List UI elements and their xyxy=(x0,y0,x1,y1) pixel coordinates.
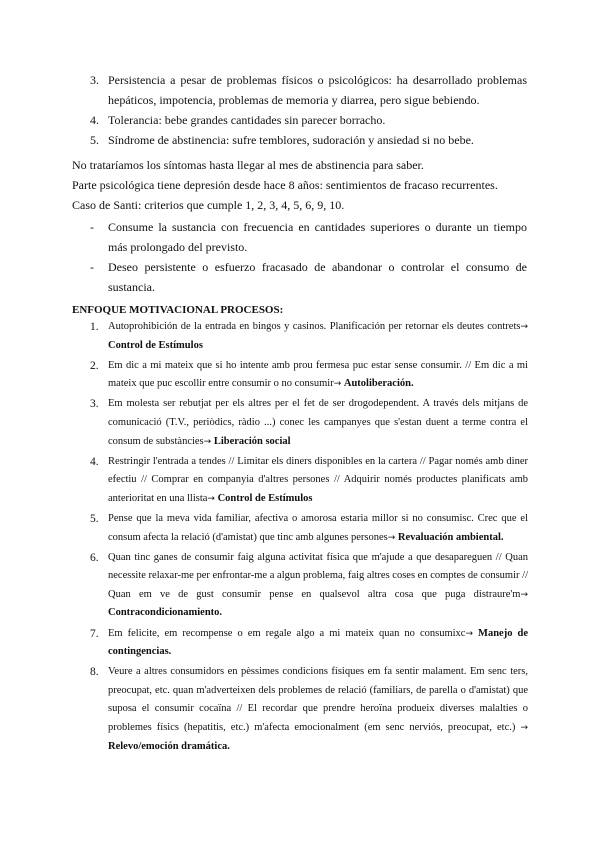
paragraph-abstinence: No trataríamos los síntomas hasta llegar al mes de abstinencia para saber. xyxy=(72,158,424,172)
list-item-number: 6. xyxy=(90,551,99,564)
arrow-icon: → xyxy=(387,532,396,543)
list-item xyxy=(0,318,600,355)
list-item-dash: - xyxy=(90,220,94,234)
list-item-number: 5. xyxy=(90,512,99,525)
list-item-text: Quan tinc ganes de consumir faig alguna activitat física que m'ajude a que desapareguen // Quan necessite relaxar-me per enfrontar-me a algun problema, faig altres coses en comptes de consumir // Quan em ve de gust consumir pense en qualsevol altra cosa que puga distraure'm xyxy=(108,551,528,600)
list-item-number: 8. xyxy=(90,666,99,679)
process-label: Relevo/emoción dramática. xyxy=(108,740,230,752)
process-label: Revaluación ambiental. xyxy=(397,531,504,543)
arrow-icon: → xyxy=(203,436,212,447)
list-item xyxy=(0,510,600,547)
list-item-number: 3. xyxy=(90,73,99,87)
process-label: Liberación social xyxy=(213,435,291,447)
section-heading: ENFOQUE MOTIVACIONAL PROCESOS: xyxy=(72,304,284,316)
process-label: Control de Estímulos xyxy=(108,339,203,351)
list-item xyxy=(0,217,600,257)
list-item-text: Veure a altres consumidors en pèssimes condicions físiques em fa sentir malament. Em senc ters, preocupat, etc. quan m'adverteixen dels problemes de relació (familiars, de parella o d'amistat) que suposa el consumir cocaïna // El recordar que prendre heroïna produeix diverses malalties o problemes físics (hepatitis, etc.) m'afecta emocionalment (em senc nerviós, preocupat, etc.) xyxy=(108,666,528,733)
list-item xyxy=(0,395,600,451)
list-item-text: Restringir l'entrada a tendes // Limitar els diners disponibles en la cartera // Pagar només amb diner efectiu // Comprar en companyia d'altres persones // Adquirir només productes planificats amb anterioritat en una llista xyxy=(108,455,528,504)
list-item-number: 7. xyxy=(90,627,99,640)
arrow-icon: → xyxy=(465,628,473,639)
arrow-icon: → xyxy=(520,722,529,733)
paragraph-case-criteria: Caso de Santi: criterios que cumple 1, 2, 3, 4, 5, 6, 9, 10. xyxy=(72,198,345,212)
list-item-number: 3. xyxy=(90,398,99,411)
arrow-icon: → xyxy=(520,322,528,332)
arrow-icon: → xyxy=(207,493,215,504)
list-item-dash: - xyxy=(90,260,94,274)
process-label: Manejo de contingencias. xyxy=(108,627,528,658)
arrow-icon: → xyxy=(333,379,342,390)
list-item-number: 4. xyxy=(90,455,99,468)
paragraph-depression: Parte psicológica tiene depresión desde hace 8 años: sentimientos de fracaso recurrentes. xyxy=(72,178,498,192)
list-item-number: 2. xyxy=(90,359,99,372)
list-item-text: Persistencia a pesar de problemas físicos o psicológicos: ha desarrollado problemas hepáticos, impotencia, problemas de memoria y diarrea, pero sigue bebiendo. xyxy=(108,73,527,107)
list-item-text: Tolerancia: bebe grandes cantidades sin parecer borracho. xyxy=(108,113,386,127)
list-item xyxy=(0,357,600,394)
list-item-text: Em dic a mi mateix que si ho intente amb prou fermesa puc estar sense consumir. // Em dic a mi mateix que puc escollir entre consumir o no consumir xyxy=(108,359,528,390)
list-item xyxy=(0,663,600,756)
process-label: Autoliberación. xyxy=(343,378,414,390)
list-item-text: Em felicite, em recompense o em regale algo a mi mateix quan no consumixc xyxy=(108,627,466,639)
list-item-number: 1. xyxy=(90,321,99,333)
process-list xyxy=(0,318,600,758)
process-label: Contracondicionamiento. xyxy=(108,607,223,619)
list-item xyxy=(0,549,600,623)
list-item-text: Em molesta ser rebutjat per els altres per el fet de ser drogodependent. A través dels mitjans de comunicació (T.V., periòdics, ràdio ...) conec les campanyes que s'estan duent a terme contra el consum de substàncies xyxy=(108,398,528,447)
dash-list xyxy=(0,217,600,297)
list-item-text: Síndrome de abstinencia: sufre temblores, sudoración y ansiedad si no bebe. xyxy=(108,133,474,147)
list-item xyxy=(0,625,600,662)
list-item xyxy=(0,453,600,509)
criteria-list xyxy=(0,70,600,150)
list-item-text: Deseo persistente o esfuerzo fracasado de abandonar o controlar el consumo de sustancia. xyxy=(108,260,527,294)
process-label: Control de Estímulos xyxy=(217,492,313,504)
arrow-icon: → xyxy=(520,589,528,600)
list-item-text: Autoprohibición de la entrada en bingos y casinos. Planificación per retornar els deutes contrets xyxy=(108,321,521,332)
list-item xyxy=(0,257,600,297)
list-item-text: Consume la sustancia con frecuencia en cantidades superiores o durante un tiempo más prolongado del previsto. xyxy=(108,220,527,254)
list-item-text: Pense que la meva vida familiar, afectiva o amorosa estaria millor si no consumisc. Crec que el consum afecta la relació (d'amistat) que tinc amb algunes persones xyxy=(108,512,528,543)
list-item-number: 4. xyxy=(90,113,99,127)
list-item xyxy=(0,130,600,150)
list-item xyxy=(0,70,600,110)
list-item xyxy=(0,110,600,130)
list-item-number: 5. xyxy=(90,133,99,147)
